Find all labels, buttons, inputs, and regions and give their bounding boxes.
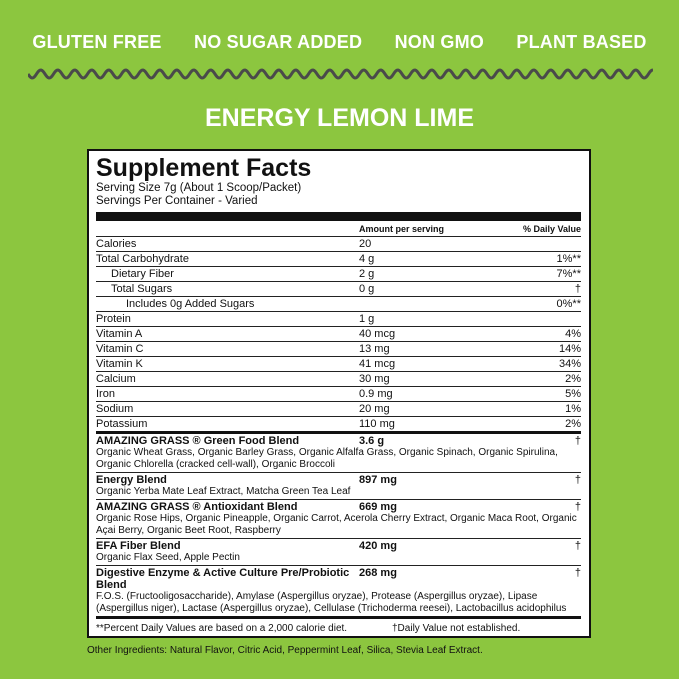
nutrient-name: Vitamin K [96, 358, 143, 370]
claim-no-sugar-added: NO SUGAR ADDED [194, 32, 363, 52]
blend-antioxidant [96, 499, 581, 538]
blend-ingredients: Organic Yerba Mate Leaf Extract, Matcha Green Tea Leaf [96, 486, 351, 497]
nutrient-row [96, 311, 581, 326]
nutrient-dv: 14% [558, 343, 581, 355]
nutrient-name: Includes 0g Added Sugars [126, 298, 255, 310]
nutrient-row [96, 356, 581, 371]
blend-amount: 3.6 g [359, 435, 385, 447]
nutrient-dv: 7%** [556, 268, 581, 280]
nutrient-dv: 1% [565, 403, 581, 415]
blend-ingredients: F.O.S. (Fructooligosaccharide), Amylase (Aspergillus oryzae), Protease (Aspergillus oryzae), Lipase (Aspergillus niger), Lactase (Aspergillus oryzae), Cellulase (Trichoderma reesei), Lactobacillus acidophilus [96, 591, 567, 614]
nutrient-row [96, 236, 581, 251]
flavor-title: ENERGY LEMON LIME [204, 104, 474, 132]
claims-bar [0, 32, 679, 53]
nutrient-amount: 40 mcg [359, 328, 396, 340]
blend-ingredients: Organic Wheat Grass, Organic Barley Grass, Organic Alfalfa Grass, Organic Spinach, Organic Spirulina, Organic Chlorella (cracked cell-wall), Organic Broccoli [96, 447, 558, 470]
nutrient-dv: 2% [565, 373, 581, 385]
nutrient-dv: 34% [558, 358, 581, 370]
nutrient-amount: 2 g [359, 268, 375, 280]
thick-divider [96, 212, 581, 221]
nutrient-name: Total Sugars [111, 283, 173, 295]
nutrient-amount: 13 mg [359, 343, 390, 355]
wave-divider [28, 66, 653, 82]
blend-dv: † [574, 501, 581, 513]
footnotes [96, 616, 581, 634]
nutrient-dv [471, 312, 581, 326]
blend-digestive [96, 565, 581, 616]
nutrient-name: Calories [96, 238, 137, 250]
nutrient-amount: 30 mg [359, 373, 390, 385]
blend-amount: 420 mg [359, 540, 397, 552]
blend-dv: † [574, 540, 581, 552]
nutrient-name: Calcium [96, 373, 136, 385]
blend-name: AMAZING GRASS ® Green Food Blend [96, 435, 300, 447]
header-daily-value: % Daily Value [522, 224, 581, 234]
nutrient-name: Vitamin A [96, 328, 143, 340]
blend-name: EFA Fiber Blend [96, 540, 181, 552]
nutrient-dv: 0%** [556, 298, 581, 310]
blend-green-food [96, 431, 581, 472]
nutrient-row [96, 326, 581, 341]
nutrient-row [96, 251, 581, 266]
footnote-not-established: †Daily Value not established. [392, 623, 521, 634]
nutrient-amount [359, 297, 471, 311]
nutrient-name: Protein [96, 313, 131, 325]
nutrient-name: Vitamin C [96, 343, 144, 355]
supplement-facts-panel [87, 149, 591, 638]
other-ingredients: Other Ingredients: Natural Flavor, Citric Acid, Peppermint Leaf, Silica, Stevia Leaf Extract. [87, 645, 483, 656]
nutrient-amount: 41 mcg [359, 358, 396, 370]
blend-ingredients: Organic Flax Seed, Apple Pectin [96, 552, 240, 563]
claim-plant-based: PLANT BASED [516, 32, 647, 52]
nutrient-amount: 20 [359, 238, 372, 250]
nutrient-amount: 1 g [359, 313, 375, 325]
blend-name: Digestive Enzyme & Active Culture Pre/Probiotic Blend [96, 567, 350, 591]
blend-name: AMAZING GRASS ® Antioxidant Blend [96, 501, 298, 513]
nutrient-row [96, 371, 581, 386]
nutrient-name: Potassium [96, 418, 148, 430]
claim-gluten-free: GLUTEN FREE [32, 32, 162, 52]
nutrient-row [96, 341, 581, 356]
column-header [96, 223, 581, 236]
nutrient-name: Sodium [96, 403, 134, 415]
nutrient-row [96, 416, 581, 431]
claim-non-gmo: NON GMO [394, 32, 484, 52]
serving-size: Serving Size 7g (About 1 Scoop/Packet) [96, 182, 302, 194]
nutrient-amount: 20 mg [359, 403, 390, 415]
blend-efa-fiber [96, 538, 581, 565]
nutrient-row [96, 281, 581, 296]
servings-per-container: Servings Per Container - Varied [96, 195, 258, 207]
nutrient-dv: 4% [565, 328, 581, 340]
panel-title: Supplement Facts [96, 154, 312, 182]
nutrient-dv: 1%** [556, 253, 581, 265]
nutrient-dv: 5% [565, 388, 581, 400]
nutrient-dv: 2% [565, 418, 581, 430]
blend-amount: 897 mg [359, 474, 397, 486]
nutrient-amount: 0 g [359, 283, 375, 295]
blend-ingredients: Organic Rose Hips, Organic Pineapple, Organic Carrot, Acerola Cherry Extract, Organic Maca Root, Organic Açai Berry, Organic Beet Root, Raspberry [96, 513, 577, 536]
nutrient-amount: 0.9 mg [359, 388, 393, 400]
blend-amount: 268 mg [359, 567, 397, 579]
nutrient-row [96, 386, 581, 401]
blend-amount: 669 mg [359, 501, 397, 513]
nutrient-dv [471, 237, 581, 251]
blend-dv: † [574, 435, 581, 447]
nutrient-dv: † [574, 283, 581, 295]
nutrient-name: Total Carbohydrate [96, 253, 189, 265]
nutrient-row [96, 266, 581, 281]
nutrient-amount: 4 g [359, 253, 375, 265]
nutrient-amount: 110 mg [359, 418, 395, 430]
footnote-daily-value: **Percent Daily Values are based on a 2,000 calorie diet. [96, 623, 348, 634]
nutrient-row [96, 401, 581, 416]
nutrient-row [96, 296, 581, 311]
header-amount: Amount per serving [359, 224, 445, 234]
nutrient-name: Dietary Fiber [111, 268, 174, 280]
blend-dv: † [574, 567, 581, 579]
nutrient-name: Iron [96, 388, 115, 400]
blend-dv: † [574, 474, 581, 486]
blend-name: Energy Blend [96, 474, 167, 486]
blend-energy [96, 472, 581, 499]
